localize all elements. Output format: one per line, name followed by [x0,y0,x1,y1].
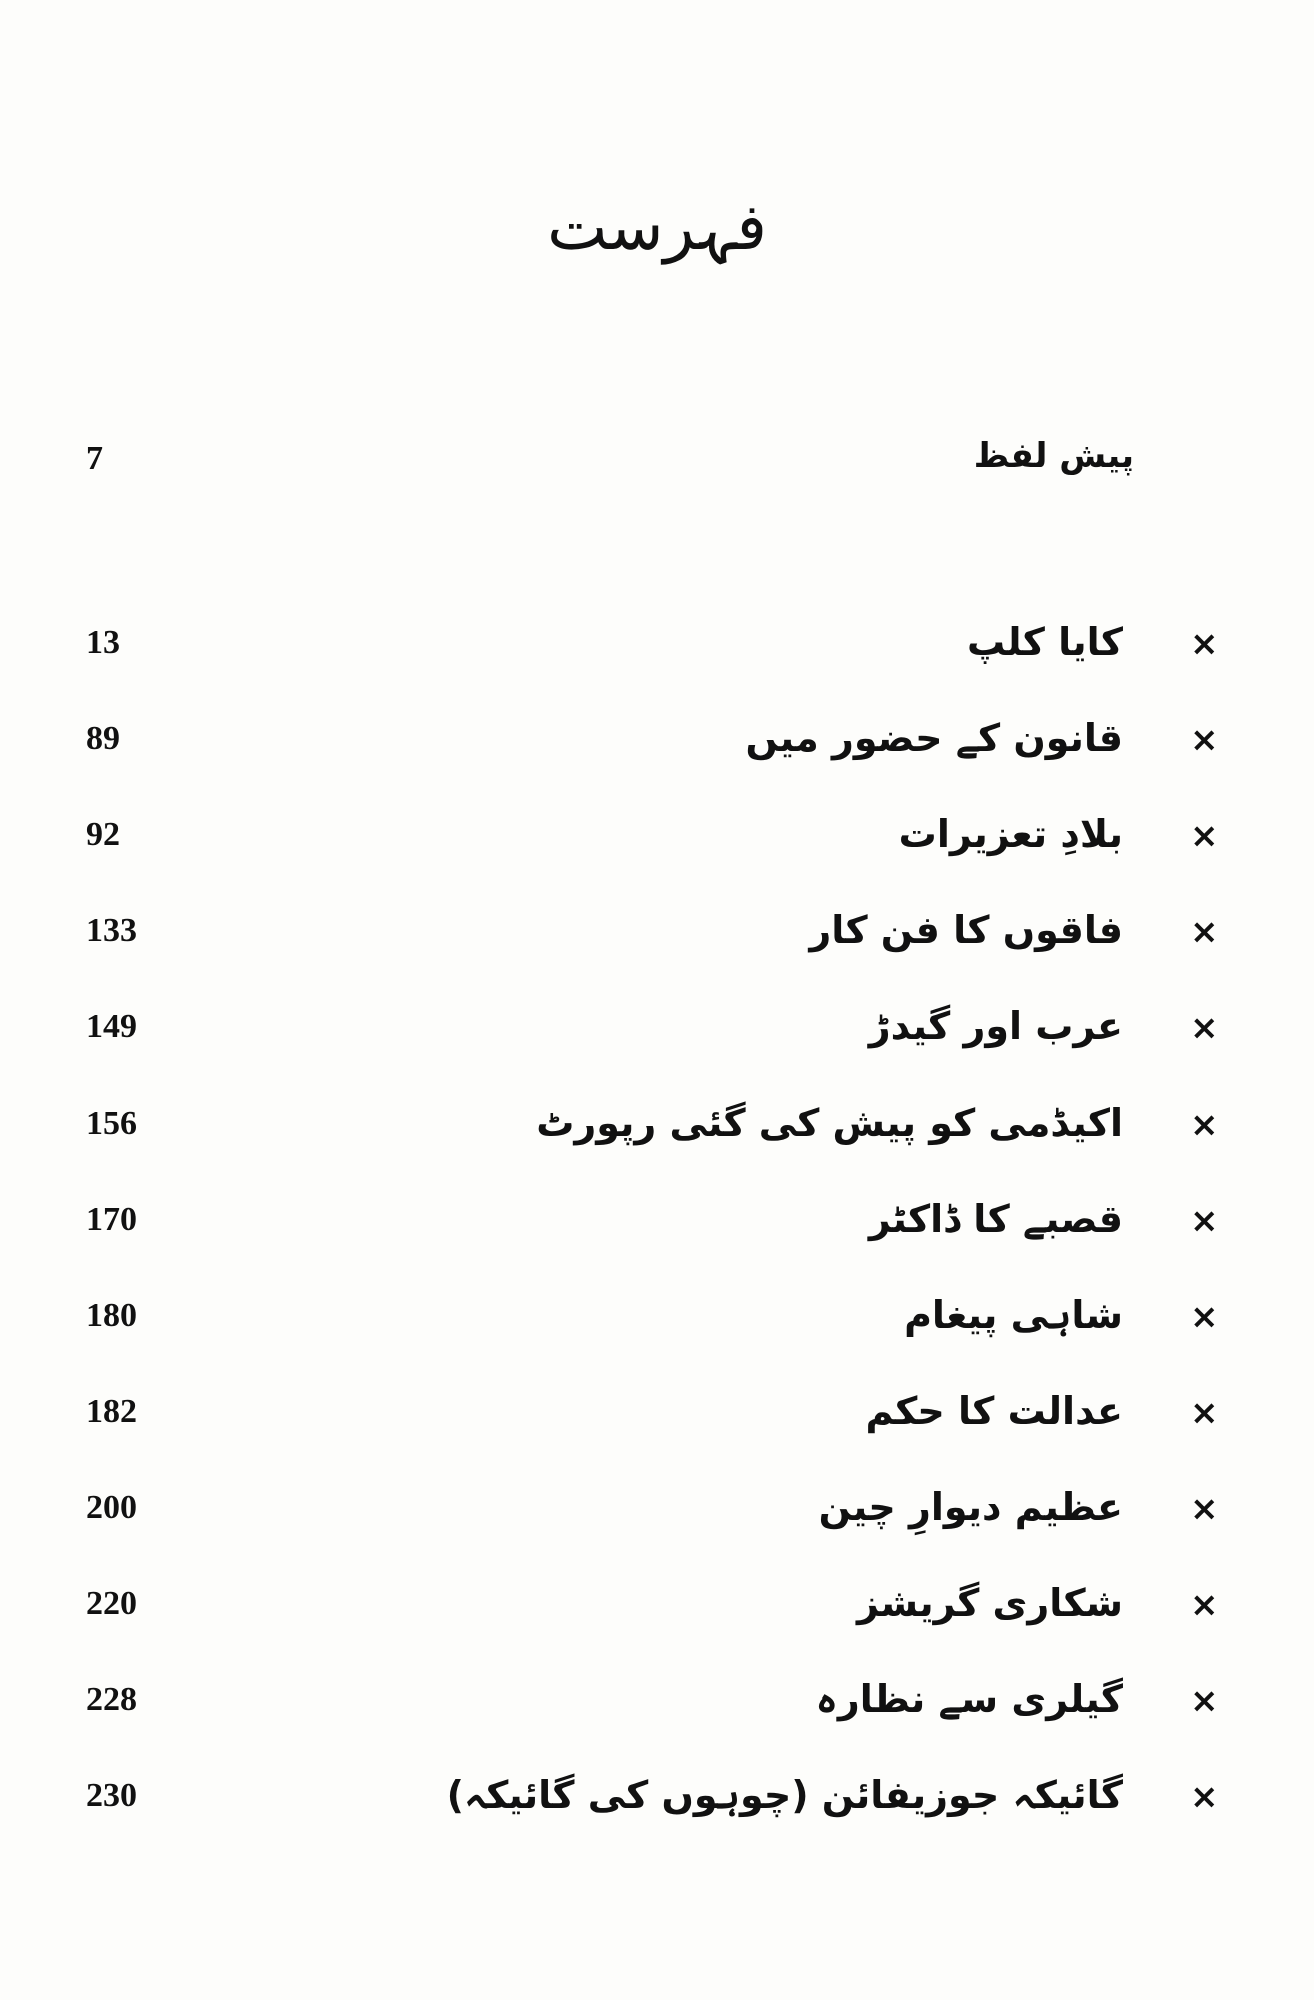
entry-title: قصبے کا ڈاکٹر [868,1196,1123,1241]
cross-bullet-icon: × [1190,1488,1219,1529]
page-number: 7 [86,440,103,477]
entry-title: عظیم دیوارِ چین [818,1484,1123,1529]
cross-bullet-icon: × [1190,1104,1219,1145]
entry-title: عرب اور گیدڑ [868,1004,1123,1049]
toc-entry [0,1563,1314,1659]
cross-bullet-icon: × [1190,1392,1219,1433]
cross-bullet-icon: × [1190,1296,1219,1337]
cross-bullet-icon: × [1190,1008,1219,1049]
entry-title: شکاری گریشز [857,1581,1123,1625]
page-number: 230 [86,1777,137,1815]
page-number: 13 [86,624,120,661]
page-number: 220 [86,1585,137,1622]
page-number: 182 [86,1392,137,1430]
toc-entry [0,1275,1314,1371]
cross-bullet-icon: × [1190,1681,1219,1722]
toc-entry [0,1755,1314,1851]
entry-title: فاقوں کا فن کار [809,908,1123,953]
cross-bullet-icon: × [1190,1585,1219,1625]
cross-bullet-icon: × [1190,816,1219,857]
toc-entry [0,698,1314,794]
entry-title: بلادِ تعزیرات [898,812,1123,857]
entry-title: گائیکہ جوزیفائن (چوہوں کی گائیکہ) [446,1773,1123,1818]
page-number: 170 [86,1200,137,1238]
entry-title: گیلری سے نظارہ [815,1677,1123,1722]
page-title: فہرست [547,191,767,265]
cross-bullet-icon: × [1190,720,1219,761]
toc-entry [0,890,1314,986]
entry-title: پیش لفظ [973,436,1134,476]
entry-title: قانون کے حضور میں [745,716,1123,761]
cross-bullet-icon: × [1190,1777,1219,1818]
cross-bullet-icon: × [1190,624,1219,664]
entry-title: شاہی پیغام [904,1292,1123,1337]
cross-bullet-icon: × [1190,1200,1219,1241]
entry-title: عدالت کا حکم [865,1388,1123,1433]
page-number: 149 [86,1008,137,1046]
toc-entry [0,1659,1314,1755]
page-number: 92 [86,816,120,854]
toc-entry [0,1371,1314,1467]
page-number: 180 [86,1296,137,1334]
toc-entry [0,602,1314,698]
page-number: 89 [86,720,120,758]
toc-entry [0,986,1314,1082]
page-number: 200 [86,1488,137,1526]
toc-entry [0,1467,1314,1563]
toc-entry [0,1179,1314,1275]
page-number: 133 [86,912,137,950]
toc-entry [0,794,1314,890]
cross-bullet-icon: × [1190,912,1219,953]
page-number: 156 [86,1104,137,1142]
toc-entry [0,1083,1314,1179]
page-number: 228 [86,1681,137,1719]
entry-title: کایا کلپ [967,620,1123,664]
toc-preface-row [0,418,1314,514]
entry-title: اکیڈمی کو پیش کی گئی رپورٹ [536,1100,1123,1145]
